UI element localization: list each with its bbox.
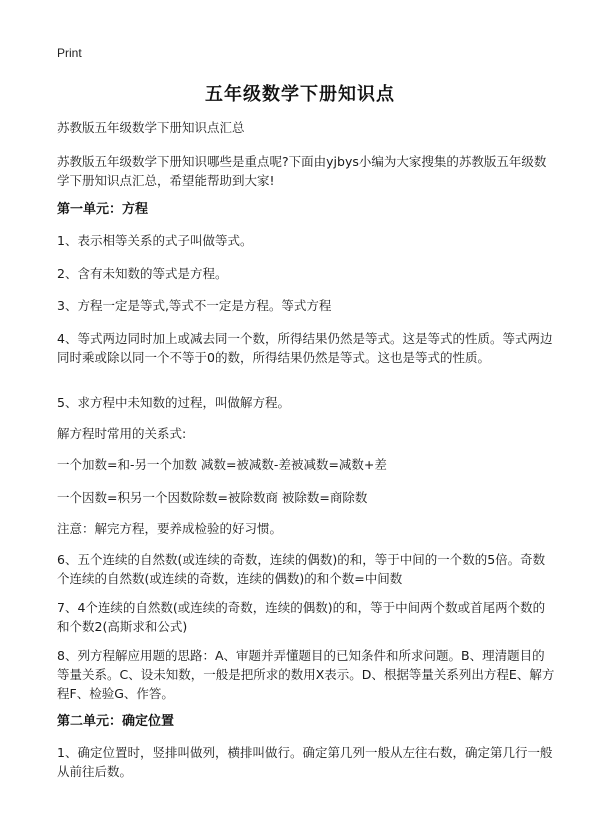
unit1-item-6: 6、五个连续的自然数(或连续的奇数，连续的偶数)的和，等于中间的一个数的5倍。奇数个连续的自然数(或连续的奇数，连续的偶数)的和个数=中间数 xyxy=(57,552,546,586)
unit1-heading: 第一单元：方程 xyxy=(57,202,149,217)
page-title: 五年级数学下册知识点 xyxy=(205,84,395,105)
unit1-relations-multiply: 一个因数=积另一个因数除数=被除数商 被除数=商除数 xyxy=(57,490,368,505)
intro-paragraph: 苏教版五年级数学下册知识哪些是重点呢?下面由yjbys小编为大家搜集的苏教版五年级数学下册知识点汇总，希望能帮助到大家! xyxy=(57,154,547,188)
unit2-item-1: 1、确定位置时，竖排叫做列，横排叫做行。确定第几列一般从左往右数，确定第几行一般从前往后数。 xyxy=(57,745,553,779)
unit1-item-2: 2、含有未知数的等式是方程。 xyxy=(57,266,228,281)
unit2-heading: 第二单元：确定位置 xyxy=(57,714,175,729)
unit1-item-5: 5、求方程中未知数的过程，叫做解方程。 xyxy=(57,395,290,410)
unit1-item-3: 3、方程一定是等式,等式不一定是方程。等式方程 xyxy=(57,298,332,313)
print-label[interactable]: Print xyxy=(57,46,82,60)
document-subtitle: 苏教版五年级数学下册知识点汇总 xyxy=(57,120,245,135)
unit1-relations-add: 一个加数=和-另一个加数 减数=被减数-差被减数=减数+差 xyxy=(57,457,387,472)
unit1-item-1: 1、表示相等关系的式子叫做等式。 xyxy=(57,233,253,248)
unit1-relations-title: 解方程时常用的关系式: xyxy=(57,426,187,441)
unit1-note: 注意：解完方程，要养成检验的好习惯。 xyxy=(57,521,283,536)
unit1-item-4: 4、等式两边同时加上或减去同一个数，所得结果仍然是等式。这是等式的性质。等式两边同时乘或除以同一个不等于0的数，所得结果仍然是等式。这也是等式的性质。 xyxy=(57,331,553,365)
unit1-item-7: 7、4个连续的自然数(或连续的奇数，连续的偶数)的和，等于中间两个数或首尾两个数的和个数2(高斯求和公式) xyxy=(57,600,546,634)
unit1-item-8: 8、列方程解应用题的思路：A、审题并弄懂题目的已知条件和所求问题。B、理清题目的等量关系。C、设未知数，一般是把所求的数用X表示。D、根据等量关系列出方程E、解方程F、检验G、作答。 xyxy=(57,648,555,701)
